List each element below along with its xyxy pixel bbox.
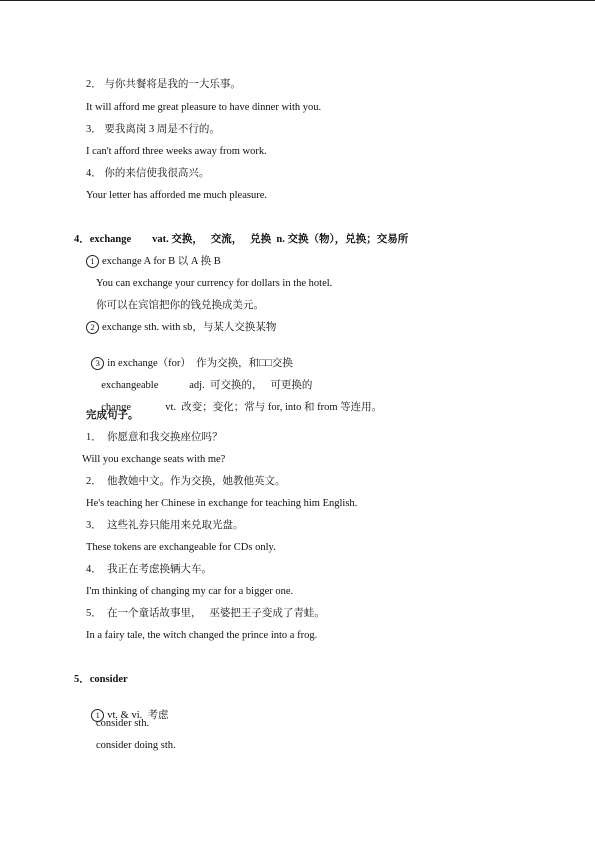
circled-number: 1	[86, 255, 99, 268]
circled-number: 1	[91, 709, 104, 722]
afford-example-2-english: It will afford me great pleasure to have dinner with you.	[86, 102, 322, 113]
exchange-point-3-text: in exchange（for） 作为交换，和□□交换	[107, 358, 293, 369]
exercise-4-chinese: 4． 我正在考虑换辆大车。	[86, 564, 212, 575]
circled-number: 3	[91, 357, 104, 370]
word-exchangeable-term: exchangeable	[101, 380, 159, 391]
consider-usage-1: consider sth.	[96, 718, 150, 729]
exchange-point-1	[86, 255, 221, 269]
page-top-border	[0, 0, 595, 1]
afford-example-4-english: Your letter has afforded me much pleasure.	[86, 190, 267, 201]
consider-point-1-text: vt. & vi. 考虑	[107, 710, 169, 721]
word-change-term: change	[101, 402, 131, 413]
exchange-point-1-text: exchange A for B 以 A 换 B	[102, 256, 221, 267]
exercise-1-chinese: 1． 你愿意和我交换座位吗？	[86, 432, 223, 443]
afford-example-2-chinese: 2． 与你共餐将是我的一大乐事。	[86, 79, 241, 90]
exercise-2-english: He's teaching her Chinese in exchange for teaching him English.	[86, 498, 358, 509]
complete-sentences-heading: 完成句子。	[86, 410, 139, 421]
exercise-5-chinese: 5． 在一个童话故事里， 巫婆把王子变成了青蛙。	[86, 608, 325, 619]
afford-example-3-english: I can't afford three weeks away from work.	[86, 146, 267, 157]
afford-example-3-chinese: 3． 要我离岗 3 周是不行的。	[86, 124, 220, 135]
exercise-4-english: I'm thinking of changing my car for a bigger one.	[86, 586, 294, 597]
circled-number: 2	[86, 321, 99, 334]
exercise-3-english: These tokens are exchangeable for CDs only.	[86, 542, 276, 553]
exchange-point-2-text: exchange sth. with sb，与某人交换某物	[102, 322, 277, 333]
exercise-3-chinese: 3． 这些礼券只能用来兑取光盘。	[86, 520, 244, 531]
word-exchangeable-definition: adj. 可交换的， 可更换的	[189, 380, 313, 391]
afford-example-4-chinese: 4． 你的来信使我很高兴。	[86, 168, 210, 179]
word-change-definition: vt. 改变；变化；常与 for, into 和 from 等连用。	[165, 402, 383, 413]
exchange-heading: 4．exchange vat. 交换， 交流， 兑换 n. 交换（物），兑换；交易所	[74, 234, 409, 245]
exercise-5-english: In a fairy tale, the witch changed the prince into a frog.	[86, 630, 318, 641]
consider-heading: 5．consider	[74, 674, 128, 685]
exercise-1-english: Will you exchange seats with me?	[82, 454, 226, 465]
consider-usage-2: consider doing sth.	[96, 740, 176, 751]
exchange-example-chinese: 你可以在宾馆把你的钱兑换成美元。	[96, 300, 264, 311]
exercise-2-chinese: 2． 他教她中文。作为交换，她教他英文。	[86, 476, 286, 487]
exchange-example-english: You can exchange your currency for dollars in the hotel.	[96, 278, 333, 289]
exchange-point-2	[86, 321, 276, 335]
